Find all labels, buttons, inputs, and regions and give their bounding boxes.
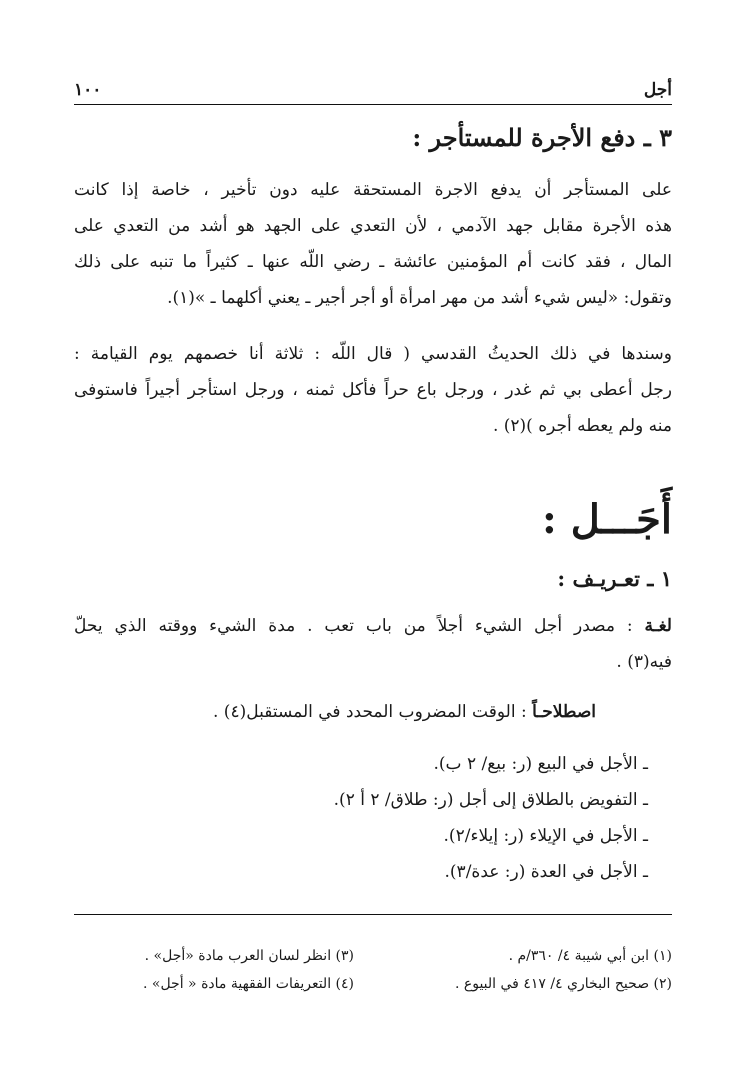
- lugha-label: لغـة: [644, 616, 672, 636]
- section-3-heading: [74, 116, 672, 160]
- istilah-line: [74, 694, 596, 730]
- page-header: [74, 74, 672, 104]
- footnote-1: (١) ابن أبي شيبة ٤/ ٣٦٠/م .: [508, 948, 672, 964]
- paragraph-line: وتقول: «ليس شيء أشد من مهر امرأة أو أجر أجير ـ يعني أكلهما ـ »(١).: [167, 288, 672, 308]
- lugha-definition: [74, 608, 672, 680]
- page-number: ١٠٠: [74, 80, 102, 100]
- paragraph-line: وسندها في ذلك الحديثُ القدسي ( قال اللّه : ثلاثة أنا خصمهم يوم القيامة :: [74, 344, 672, 364]
- entry-title-block: [74, 490, 672, 550]
- paragraph-line: على المستأجر أن يدفع الاجرة المستحقة عليه دون تأخير ، خاصة إذا كانت: [74, 180, 672, 200]
- footnote-2: (٢) صحيح البخاري ٤/ ٤١٧ في البيوع .: [454, 976, 672, 992]
- cross-reference-item: ـ الأجل في الإيلاء (ر: إيلاء/٢).: [443, 826, 648, 846]
- definition-heading: ١ ـ تعـريـف :: [557, 566, 672, 591]
- section-heading: ٣ ـ دفع الأجرة للمستأجر :: [412, 123, 672, 152]
- footnotes-right-column: [455, 942, 672, 998]
- istilah-definition: [74, 694, 596, 730]
- footnote-3: (٣) انظر لسان العرب مادة «أجل» .: [144, 948, 354, 964]
- section-3-paragraph-1: [74, 172, 672, 316]
- running-title: أجل: [643, 80, 672, 100]
- footnote-4: (٤) التعريفات الفقهية مادة « أجل» .: [142, 976, 354, 992]
- entry-title: أَجَـــل :: [542, 496, 672, 543]
- section-3-paragraph-2: [74, 336, 672, 444]
- footnotes-left-column: [143, 942, 354, 998]
- cross-reference-item: ـ التفويض بالطلاق إلى أجل (ر: طلاق/ ٢ أ ٢).: [333, 790, 648, 810]
- paragraph-line: هذه الأجرة مقابل جهد الآدمي ، لأن التعدي على الجهد هو أشد من التعدي على: [74, 216, 672, 236]
- lugha-text: : مصدر أجل الشيء أجلاً من باب تعب . مدة الشيء ووقته الذي يحلّ: [74, 616, 645, 636]
- cross-reference-item: ـ الأجل في البيع (ر: بيع/ ٢ ب).: [433, 754, 648, 774]
- paragraph-line: المال ، فقد كانت أم المؤمنين عائشة ـ رضي اللّه عنها ـ كثيراً ما تنبه على ذلك: [74, 252, 672, 272]
- istilah-text: : الوقت المضروب المحدد في المستقبل(٤) .: [213, 702, 533, 722]
- istilah-label: اصطلاحـاً: [532, 702, 596, 722]
- footnote-rule: [74, 914, 672, 915]
- lugha-line-2: فيه(٣) .: [616, 652, 672, 672]
- cross-reference-item: ـ الأجل في العدة (ر: عدة/٣).: [444, 862, 648, 882]
- definition-heading-block: [74, 561, 672, 597]
- paragraph-line: رجل أعطى بي ثم غدر ، ورجل باع حراً فأكل ثمنه ، ورجل استأجر أجيراً فاستوفى: [74, 380, 672, 400]
- paragraph-line: منه ولم يعطه أجره )(٢) .: [492, 416, 672, 436]
- header-rule: [74, 104, 672, 105]
- cross-references: [74, 746, 648, 890]
- lugha-line: [74, 608, 672, 644]
